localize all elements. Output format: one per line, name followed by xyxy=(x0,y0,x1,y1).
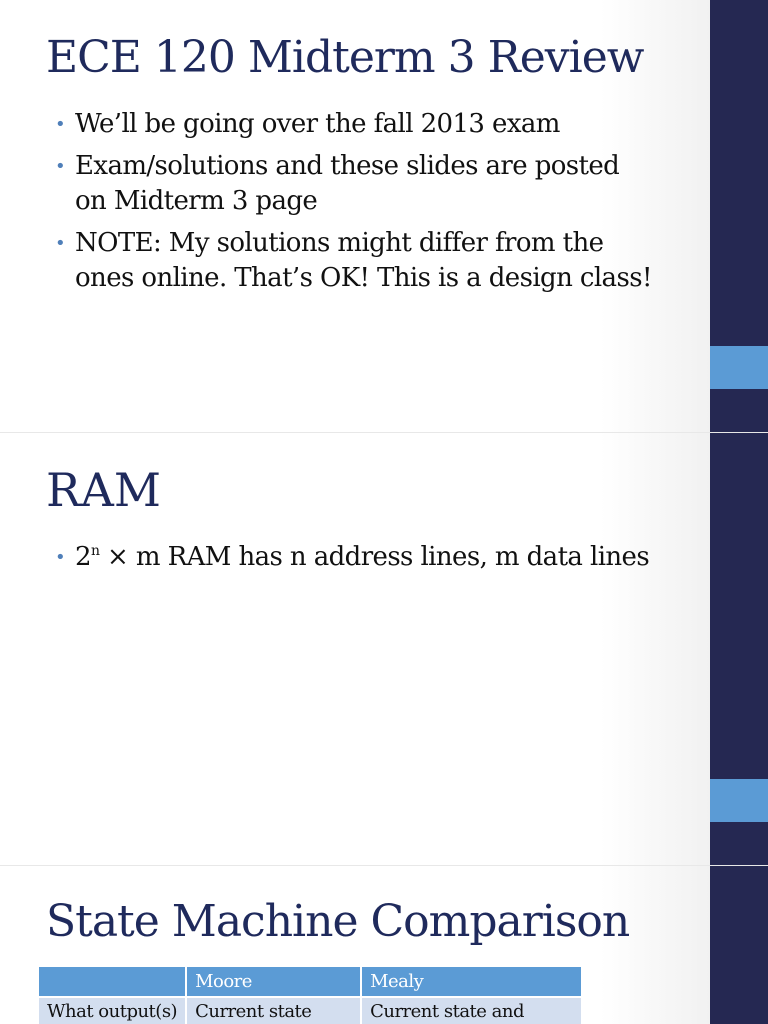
bullet-icon: • xyxy=(55,156,66,177)
slide-accent-block xyxy=(710,779,768,822)
bullet-text: NOTE: My solutions might differ from the ones online. That’s OK! This is a design class! xyxy=(75,228,652,293)
slide-sidebar-bar xyxy=(710,866,768,1024)
table-header-mealy: Mealy xyxy=(361,967,582,997)
bullet-text: Exam/solutions and these slides are posted on Midterm 3 page xyxy=(75,151,620,216)
slide-title: State Machine Comparison xyxy=(46,896,630,947)
bullet-icon: • xyxy=(55,233,66,254)
bullet-icon: • xyxy=(55,114,66,135)
table-header-row xyxy=(39,967,582,997)
table-cell: Current state xyxy=(186,997,361,1024)
slide-3[interactable] xyxy=(0,866,768,1024)
bullet-item xyxy=(55,540,655,575)
slide-2[interactable] xyxy=(0,433,768,865)
ram-description: × m RAM has n address lines, m data lines xyxy=(99,542,650,572)
bullet-item xyxy=(55,107,655,142)
table-cell: Current state and xyxy=(361,997,582,1024)
bullet-list xyxy=(55,107,655,303)
slide-1[interactable] xyxy=(0,0,768,432)
bullet-item xyxy=(55,226,655,296)
ram-size-base: 2 xyxy=(75,542,91,572)
bullet-icon: • xyxy=(55,547,66,568)
bullet-item xyxy=(55,149,655,219)
slide-accent-block xyxy=(710,346,768,389)
table-header-cell xyxy=(39,967,186,997)
bullet-text xyxy=(75,542,649,572)
table-header-moore: Moore xyxy=(186,967,361,997)
slide-title: RAM xyxy=(46,463,161,517)
table-row xyxy=(39,997,582,1024)
bullet-list xyxy=(55,540,655,582)
table-cell: What output(s) xyxy=(39,997,186,1024)
slide-title: ECE 120 Midterm 3 Review xyxy=(46,32,644,83)
comparison-table xyxy=(39,967,583,1024)
ram-size-exponent: n xyxy=(90,543,100,559)
bullet-text: We’ll be going over the fall 2013 exam xyxy=(75,109,560,139)
